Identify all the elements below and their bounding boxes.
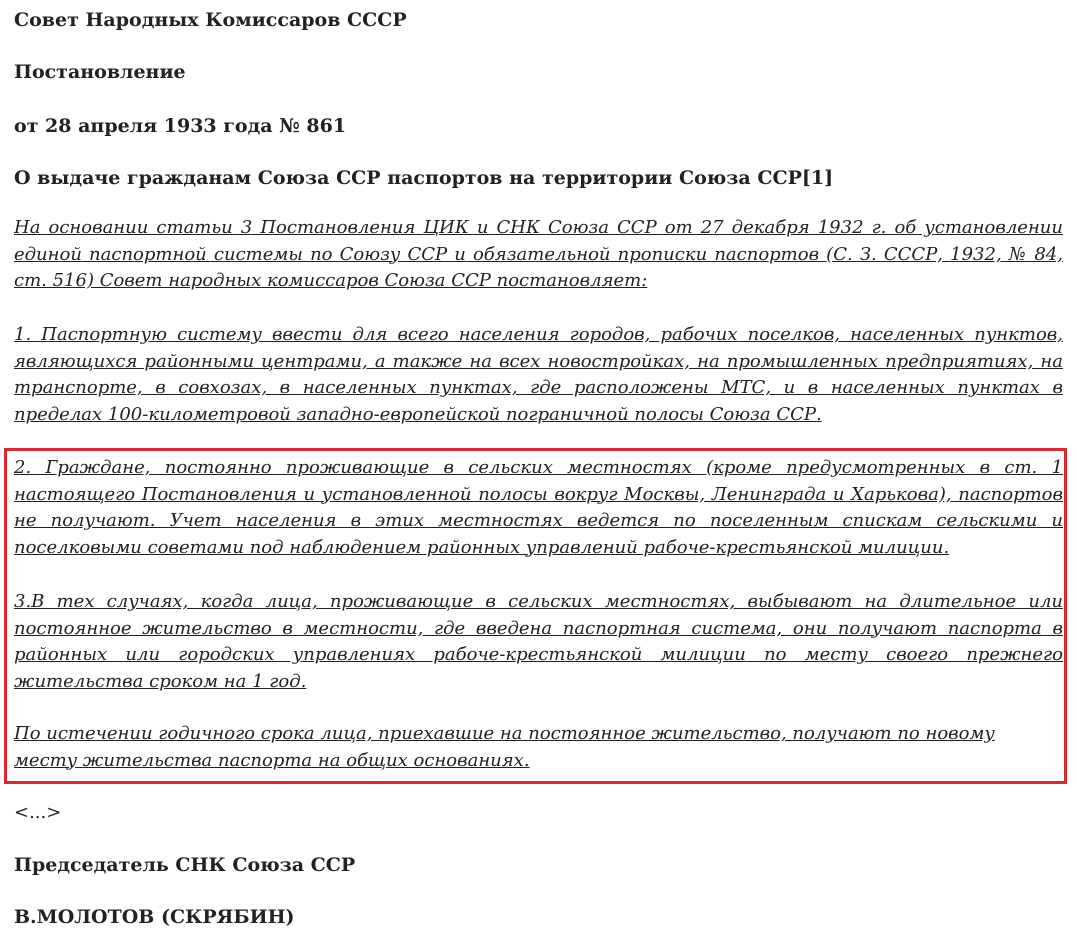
document-title: О выдаче гражданам Союза ССР паспортов на территории Союза ССР[1] <box>14 167 834 189</box>
issuer-heading: Совет Народных Комиссаров СССР <box>14 9 407 31</box>
highlight-frame <box>4 448 1067 784</box>
item-2-paragraph: 2. Граждане, постоянно проживающие в сельских местностях (кроме предусмотренных в ст. 1 настоящего Постановления и установленной полосы вокруг Москвы, Ленинграда и Харькова), паспортов не получают. Учет населения в этих местностях ведется по поселенным спискам сельскими и поселковыми советами под наблюдением районных управлений рабоче-крестьянской милиции. <box>14 457 1063 558</box>
item-3-paragraph: 3.В тех случаях, когда лица, проживающие в сельских местностях, выбывают на длительное или постоянное жительство в местности, где введена паспортная система, они получают паспорта в районных или городских управлениях рабоче-крестьянской милиции по месту своего прежнего жительства сроком на 1 год. <box>14 591 1063 692</box>
item-1-paragraph: 1. Паспортную систему ввести для всего населения городов, рабочих поселков, населенных пунктов, являющихся районными центрами, а также на всех новостройках, на промышленных предприятиях, на транспорте, в совхозах, в населенных пунктах, где расположены МТС, и в населенных пунктах в пределах 100-километровой западно-европейской пограничной полосы Союза ССР. <box>14 324 1063 425</box>
omission-marker: <...> <box>14 802 62 823</box>
document-type-heading: Постановление <box>14 61 186 83</box>
signatory-name: В.МОЛОТОВ (СКРЯБИН) <box>14 906 295 928</box>
preamble-paragraph: На основании статьи 3 Постановления ЦИК и СНК Союза ССР от 27 декабря 1932 г. об установлении единой паспортной системы по Союзу ССР и обязательной прописки паспортов (С. З. СССР, 1932, № 84, ст. 516) Совет народных комиссаров Союза ССР постановляет: <box>14 217 1063 291</box>
signatory-title: Председатель СНК Союза ССР <box>14 854 356 876</box>
date-number-heading: от 28 апреля 1933 года № 861 <box>14 115 347 137</box>
item-3-continuation-paragraph: По истечении годичного срока лица, приехавшие на постоянное жительство, получают по новому месту жительства паспорта на общих основаниях. <box>14 723 995 771</box>
